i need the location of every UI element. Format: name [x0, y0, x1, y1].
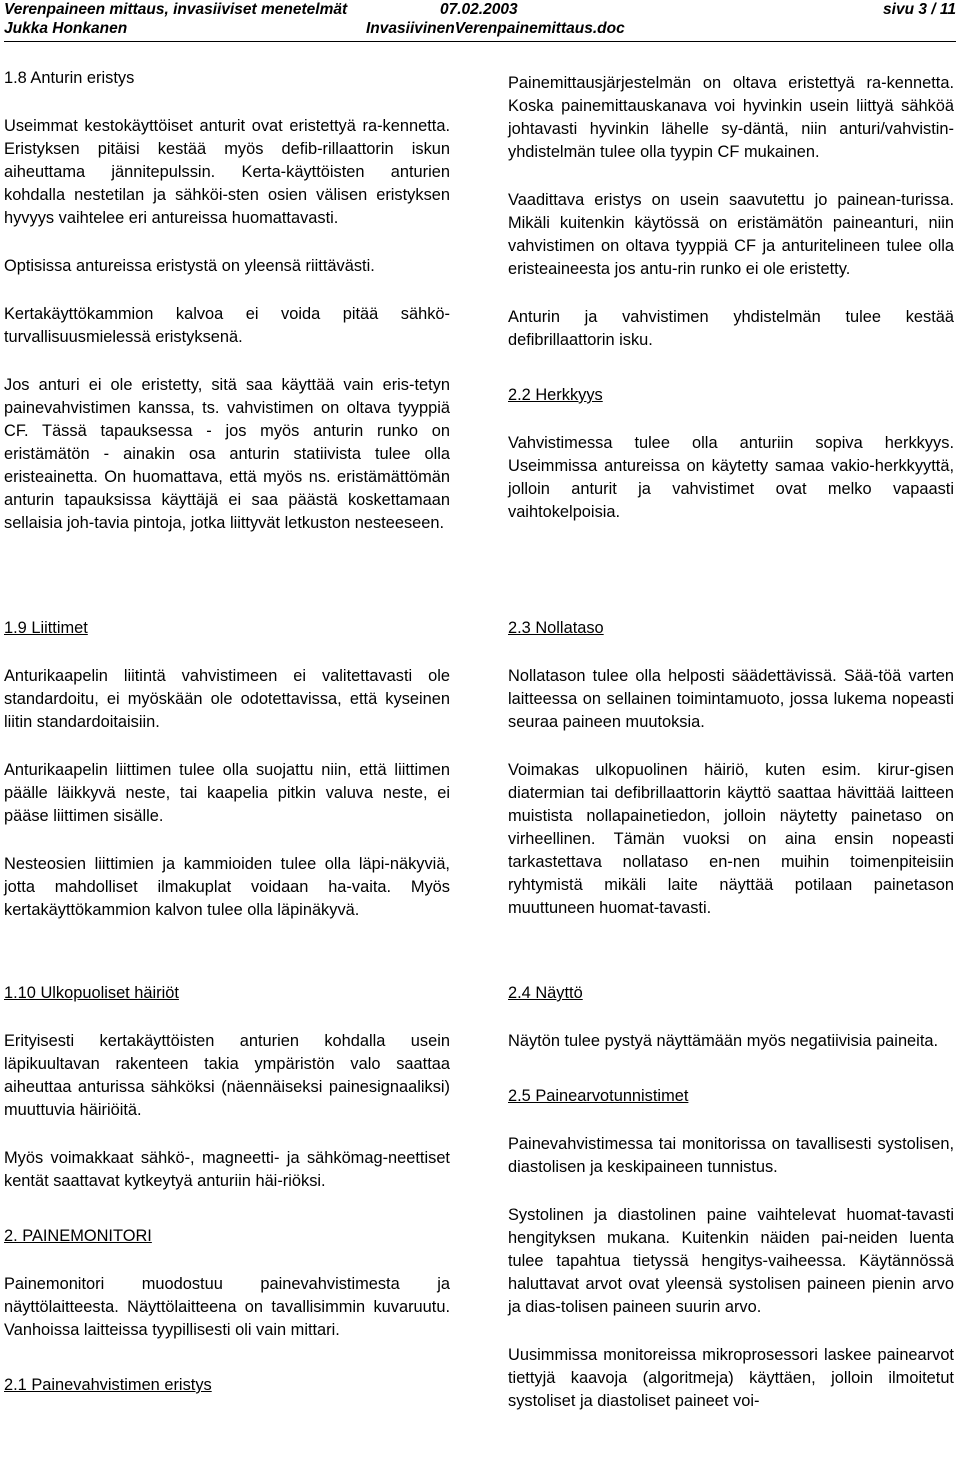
document-date: 07.02.2003: [440, 1, 518, 18]
paragraph: Optisissa antureissa eristystä on yleensä riittävästi.: [4, 257, 375, 275]
header-row-1: [4, 0, 518, 20]
paragraph: Useimmat kestokäyttöiset anturit ovat eristettyä ra-kennetta. Eristyksen pitäisi kestää myös defib-rillaattorin iskun aiheuttama jännitepulssin. Kerta-käyttöisten anturien kohdalla nestetilan ja sähköi-sten osien välisen eristyksen hyvyys vaihtelee eri antureissa huomattavasti.: [4, 117, 450, 227]
page-header: [4, 0, 956, 42]
paragraph: Myös voimakkaat sähkö-, magneetti- ja sähkömag-neettiset kentät saattavat kytkeytyä anturiin häi-riöksi.: [4, 1149, 450, 1190]
paragraph: Vahvistimessa tulee olla anturiin sopiva herkkyys. Useimmissa antureissa on käytetty samaa vakio-herkkyyttä, jolloin anturit ja vahvistimet ovat melko vapaasti vaihtokelpoisia.: [508, 434, 954, 521]
paragraph: Painemonitori muodostuu painevahvistimesta ja näyttölaitteesta. Näyttölaitteena on tavallisimmin kuvaruutu. Vanhoissa laitteissa tyypillisesti oli vain mittari.: [4, 1275, 450, 1339]
section-heading: 2.1 Painevahvistimen eristys: [4, 1376, 212, 1394]
paragraph: Vaadittava eristys on usein saavutettu jo painean-turissa. Mikäli kuitenkin käytössä on eristämätön paineanturi, niin vahvistimen on oltava tyyppiä CF ja anturitelineen tulee olla eristeaineesta jos antu-rin runko ei ole eristetty.: [508, 191, 954, 278]
paragraph: Kertakäyttökammion kalvoa ei voida pitää sähkö-turvallisuusmielessä eristyksenä.: [4, 305, 450, 346]
section-1-8: [4, 67, 450, 535]
section-heading: 2.3 Nollataso: [508, 619, 604, 637]
paragraph: Nollatason tulee olla helposti säädettävissä. Sää-töä varten laitteessa on sellainen toimintamuoto, jossa lukema nopeasti seuraa paineen muutoksia.: [508, 667, 954, 731]
header-row-2: [4, 19, 625, 39]
paragraph: Painevahvistimessa tai monitorissa on tavallisesti systolisen, diastolisen ja keskipaineen tunnistus.: [508, 1135, 954, 1176]
paragraph: Anturikaapelin liitintä vahvistimeen ei valitettavasti ole standardoitu, ei myöskään ole odotettavissa, että kyseinen liitin standardoitaisiin.: [4, 667, 450, 731]
section-2-3: [508, 617, 954, 920]
page-number: sivu 3 / 11: [883, 1, 956, 18]
paragraph: Painemittausjärjestelmän on oltava eristettyä ra-kennetta. Koska painemittauskanava voi hyvinkin usein liittyä sähköä johtavasti hyvinkin lähelle sy-däntä, niin anturi/vahvistin-yhdistelmän tulee olla tyypin CF mukainen.: [508, 74, 954, 161]
section-heading: 2.5 Painearvotunnistimet: [508, 1087, 689, 1105]
paragraph: Anturin ja vahvistimen yhdistelmän tulee kestää defibrillaattorin isku.: [508, 308, 954, 349]
paragraph: Näytön tulee pystyä näyttämään myös negatiivisia paineita.: [508, 1032, 939, 1050]
section-heading: 2.2 Herkkyys: [508, 386, 603, 404]
paragraph: Jos anturi ei ole eristetty, sitä saa käyttää vain eris-tetyn painevahvistimen kanssa, ts. vahvistimen on oltava tyyppiä CF. Tässä tapauksessa - jos myös anturin runko on eristämätön - ainakin osa anturin statiivista tulee olla eristeainetta. On huomattava, että myös ns. eristämättömän anturin tapauksissa käyttäjä ei saa päästä koskettamaan sellaisia joh-tavia pintoja, jotka liittyvät letkuston nesteeseen.: [4, 376, 450, 532]
document-author: Jukka Honkanen: [4, 20, 128, 37]
bottom-left-column: [4, 982, 450, 1397]
paragraph: Anturikaapelin liittimen tulee olla suojattu niin, että liittimen päälle läikkyvä neste, tai kaapelia pitkin valuva neste, ei pääse liittimen sisälle.: [4, 761, 450, 825]
document-filename: InvasiivinenVerenpainemittaus.doc: [366, 20, 625, 37]
paragraph: Systolinen ja diastolinen paine vaihtelevat huomat-tavasti hengityksen mukana. Kuitenkin näiden pai-neiden luenta tulee tapahtua tietyssä hengitys-vaiheessa. Käytännössä haluttavat arvot ovat yleensä systolisen paineen pienin arvo ja dias-tolisen paineen suurin arvo.: [508, 1206, 954, 1316]
paragraph: Nesteosien liittimien ja kammioiden tulee olla läpi-näkyviä, jotta mahdolliset ilmakuplat voidaan ha-vaita. Myös kertakäyttökammion kalvon tulee olla läpinäkyvä.: [4, 855, 450, 919]
section-heading: 1.9 Liittimet: [4, 619, 88, 637]
paragraph: Voimakas ulkopuolinen häiriö, kuten esim. kirur-gisen diatermian tai defibrillaattorin käyttö saattaa hävittää laitteen muistista nollapainetiedon, jolloin näytetty painetaso on virheellinen. Tämän vuoksi on aina ensin nopeasti tarkastettava nollataso en-nen muihin toimenpiteisiin ryhtymistä mikäli laite näyttää potilaan painetason muuttuneen huomat-tavasti.: [508, 761, 954, 917]
paragraph: Erityisesti kertakäyttöisten anturien kohdalla usein läpikuultavan rakenteen takia ympäristön valo saattaa aiheuttaa anturissa sähköksi (näennäiseksi painesignaaliksi) muuttuvia häiriöitä.: [4, 1032, 450, 1119]
paragraph: Uusimmissa monitoreissa mikroprosessori laskee painearvot tiettyjä kaavoja (algoritmeja) käyttäen, jolloin ilmoitetut systoliset ja diastoliset paineet voi-: [508, 1346, 954, 1410]
section-heading: 2.4 Näyttö: [508, 984, 583, 1002]
section-heading: 2. PAINEMONITORI: [4, 1227, 152, 1245]
document-title: Verenpaineen mittaus, invasiiviset menetelmät: [4, 1, 348, 18]
section-heading: 1.8 Anturin eristys: [4, 69, 135, 87]
bottom-right-column: [508, 982, 954, 1413]
header-rule: [4, 41, 956, 42]
section-heading: 1.10 Ulkopuoliset häiriöt: [4, 984, 179, 1002]
section-1-9: [4, 617, 450, 922]
right-column-top: [508, 72, 954, 524]
